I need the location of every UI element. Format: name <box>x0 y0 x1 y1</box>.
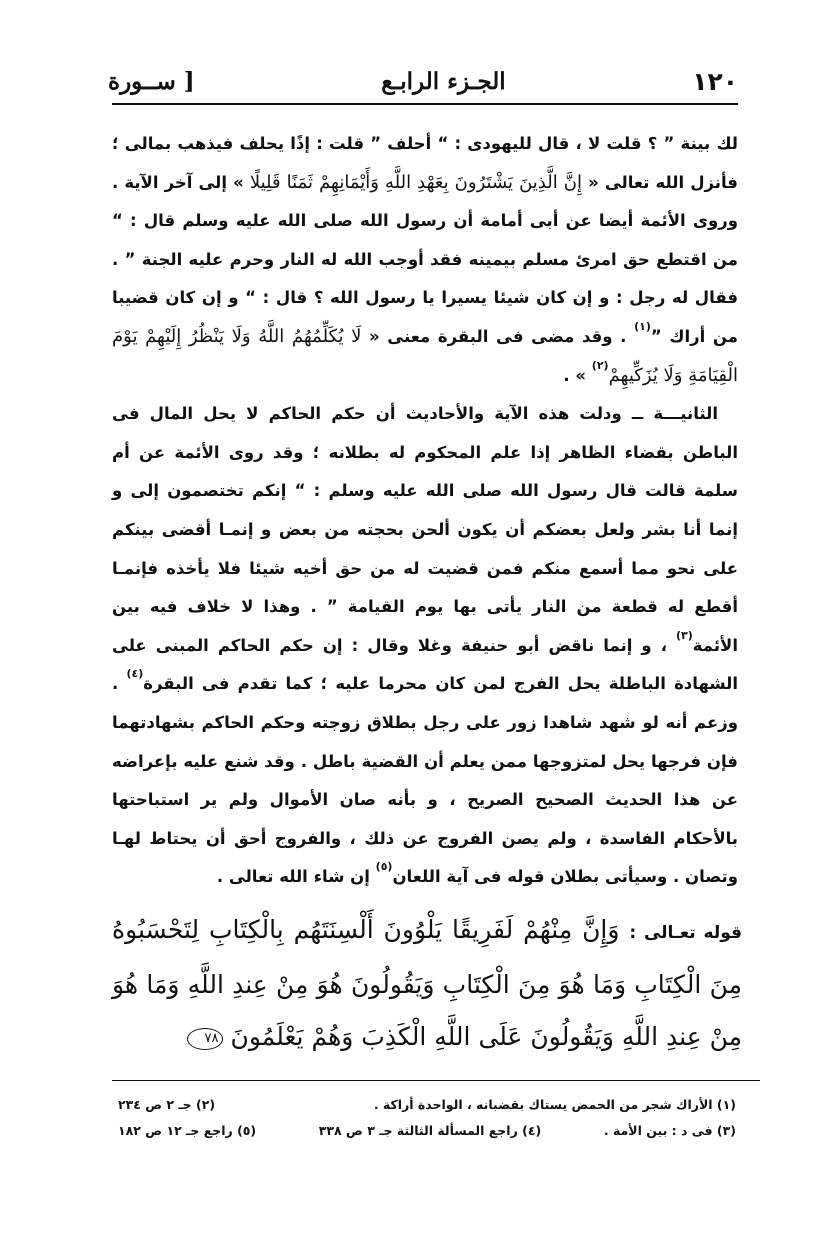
paragraph <box>112 125 738 395</box>
quran-quote: إِنَّ الَّذِينَ يَشْتَرُونَ بِعَهْدِ اللَّهِ وَأَيْمَانِهِمْ ثَمَنًا قَلِيلًا <box>249 171 583 193</box>
footnote-3: (٣) فى د : بين الأمة . <box>603 1123 736 1138</box>
page-number: ١٢٠ <box>692 66 738 96</box>
footnote-2: (٢) جـ ٢ ص ٢٣٤ <box>118 1097 216 1112</box>
paragraph-text: » إلى آخر الآية . وروى الأئمة أيضا عن أبى أمامة أن رسول الله صلى الله عليه وسلم قال : “ من اقتطع حق امرئ مسلم بيمينه فقد أوجب الله له النار وحرم عليه الجنة ” . فقال له رجل : و إن كان شيئا يسيرا يا رسول الله ؟ قال : “ و إن كان قضيبا من أراك ” <box>112 172 738 346</box>
paragraph <box>112 395 738 897</box>
paragraph-text: . وقد مضى فى البقرة معنى « <box>361 326 635 346</box>
quran-verse-block <box>112 904 742 1063</box>
paragraph-text: . وزعم أنه لو شهد شاهدا زور على رجل بطلاق زوجته وحكم الحاكم بشهادتهما فإن فرجها يحل لمتزوجها ممن يعلم أن القضية باطل . وقد شنع عليه بإعراضه عن هذا الحديث الصحيح الصريح ، و بأنه صان الأموال ولم ير استباحتها بالأحكام الفاسدة ، ولم يصن الفروج عن ذلك ، والفروج أحق أن يحتاط لهـا وتصان . وسيأتى بطلان قوله فى آية اللعان <box>112 674 738 887</box>
footnote-rule <box>112 1080 760 1081</box>
footnote-reference: (١) <box>634 319 651 333</box>
footnote-row <box>118 1118 736 1144</box>
body-text <box>112 125 738 897</box>
footnote-row <box>118 1092 736 1118</box>
header-rule <box>112 103 738 105</box>
paragraph-text: الثانيـــة ــ ودلت هذه الآية والأحاديث أن حكم الحاكم لا يحل المال فى الباطن بقضاء الظاهر إذا علم المحكوم له بطلانه ؛ وقد روى الأئمة عن أم سلمة قالت قال رسول الله صلى الله عليه وسلم : “ إنكم تختصمون إلى و إنما أنا بشر ولعل بعضكم أن يكون ألحن بحجته من بعض و إنمـا أقضى بينكم على نحو مما أسمع منكم فمن قضيت له من حق أخيه شيئا فلا يأخذه فإنمـا أقطع له قطعة من النار يأتى بها يوم القيامة ” . وهذا لا خلاف فيه بين الأئمة <box>112 404 738 655</box>
footnotes <box>118 1092 736 1144</box>
footnote-1: (١) الأراك شجر من الحمض يستاك بقضبانه ، الواحدة أراكة . <box>373 1097 736 1112</box>
paragraph-text: لك بينة ” ؟ قلت لا ، قال لليهودى : “ أحلف ” قلت : إذًا يحلف فيذهب بمالى ؛ فأنزل الله تعالى « <box>112 134 738 192</box>
quran-quote: لَا يُكَلِّمُهُمُ اللَّهُ وَلَا يَنْظُرُ إِلَيْهِمْ يَوْمَ الْقِيَامَةِ وَلَا يُزَكِّيهِمْ <box>112 325 738 386</box>
page-header <box>108 62 738 100</box>
footnote-reference: (٣) <box>676 628 693 642</box>
paragraph-text: » . <box>563 365 592 385</box>
verse-lead: قوله تعـالى : <box>629 923 743 943</box>
paragraph-text: إن شاء الله تعالى . <box>216 867 376 887</box>
footnote-reference: (٢) <box>591 358 609 372</box>
footnote-reference: (٥) <box>375 860 393 874</box>
paragraph-text: ، و إنما ناقض أبو حنيفة وغلا وقال : إن حكم الحاكم المبنى على الشهادة الباطلة يحل الفرج لمن كان محرما عليه ؛ كما تقدم فى البقرة <box>112 635 739 694</box>
footnote-reference: (٤) <box>126 667 144 681</box>
footnote-4: (٤) راجع المسألة الثالثة جـ ٣ ص ٣٣٨ <box>318 1123 542 1138</box>
footnote-5: (٥) راجع جـ ١٢ ص ١٨٢ <box>118 1123 257 1138</box>
verse-text: وَإِنَّ مِنْهُمْ لَفَرِيقًا يَلْوُونَ أَلْسِنَتَهُم بِالْكِتَابِ لِتَحْسَبُوهُ مِنَ الْكِتَابِ وَمَا هُوَ مِنَ الْكِتَابِ وَيَقُولُونَ هُوَ مِنْ عِندِ اللَّهِ وَمَا هُوَ مِنْ عِندِ اللَّهِ وَيَقُولُونَ عَلَى اللَّهِ الْكَذِبَ وَهُمْ يَعْلَمُونَ <box>112 915 742 1051</box>
surah-label: [ ســورة <box>108 67 195 95</box>
running-title: الجـزء الرابـع <box>381 67 506 95</box>
ayah-number-marker: ٧٨ <box>187 1028 223 1050</box>
